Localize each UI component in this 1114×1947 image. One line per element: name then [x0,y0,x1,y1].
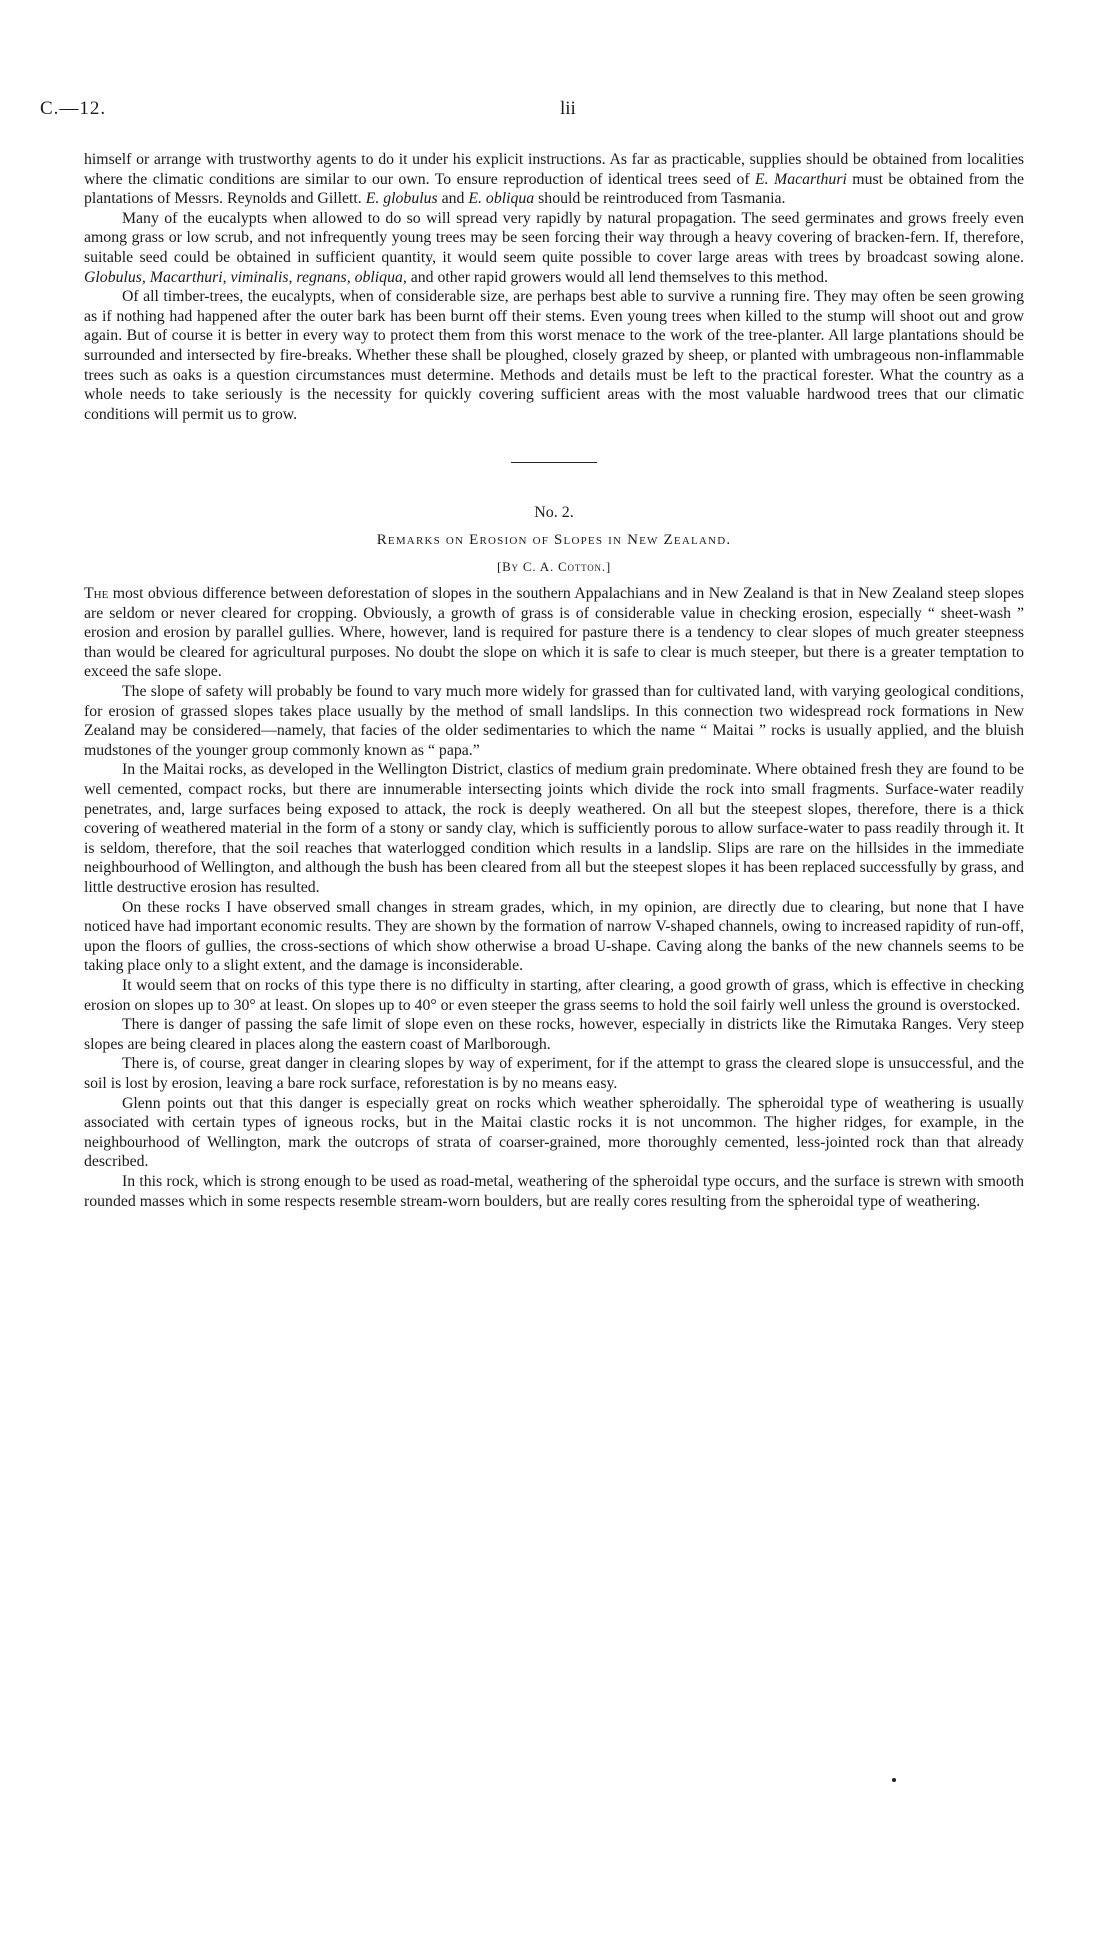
section-number: No. 2. [534,504,574,522]
paragraph: In the Maitai rocks, as developed in the Wellington District, clastics of medium grain predominate. Where obtained fresh they are found to be well cemented, compact rocks, but there are innumerable intersecting joints which divide the rock into small fragments. Surface-water readily penetrates, and, large surfaces being exposed to attack, the rock is deeply weathered. On all but the steepest slopes, therefore, there is a thick covering of weathered material in the form of a stony or sandy clay, which is sufficiently porous to allow surface-water to pass readily through it. It is seldom, therefore, that the soil reaches that waterlogged condition which results in a landslip. Slips are rare on the hillsides in the immediate neighbourhood of Wellington, and although the bush has been cleared from all but the steepest slopes it has been replaced successfully by grass, and little destructive erosion has resulted. [84,761,1024,896]
italic-term: E. globulus [365,190,438,208]
section-text [84,584,1024,1211]
page-header [40,98,1020,128]
document-id: C.—12. [40,98,107,119]
paragraph-text: most obvious difference between deforestation of slopes in the southern Appalachians and in New Zealand is that in New Zealand steep slopes are seldom or never cleared for cropping. Obviously, a growth of grass is of considerable value in checking erosion, especially “ sheet-wash ” erosion and erosion by parallel gullies. Where, however, land is required for pasture there is a tendency to clear slopes of much greater steepness than would be cleared for agricultural purposes. No doubt the slope on which it is safe to clear is much steeper, but there is a greater temptation to exceed the safe slope. [84,585,1024,681]
paragraph: Many of the eucalypts when allowed to do so will spread very rapidly by natural propagation. The seed germinates and grows freely even among grass or low scrub, and not infrequently young trees may be seen forcing their way through a heavy covering of bracken-fern. If, therefore, suitable seed could be obtained in sufficient quantity, it would seem quite possible to cover large areas with trees by broadcast sowing alone. Globulus, Macarthuri, viminalis, regnans, obliqua, and other rapid growers would all lend themselves to this method. [84,209,1024,286]
section-author: [By C. A. Cotton.] [496,558,612,574]
page-number: lii [560,98,576,119]
paragraph: On these rocks I have observed small changes in stream grades, which, in my opinion, are directly due to clearing, but none that I have noticed have had important economic results. They are shown by the formation of narrow V-shaped channels, owing to increased rapidity of run-off, upon the floors of gullies, the cross-sections of which show otherwise a broad U-shape. Caving along the banks of the new channels seems to be taking place only to a slight extent, and the damage is inconsiderable. [84,898,1024,975]
paragraph: The slope of safety will probably be found to vary much more widely for grassed than for cultivated land, with varying geological conditions, for erosion of grassed slopes takes place usually by the method of small landslips. In this connection two widespread rock formations in New Zealand may be considered—namely, that facies of the older sedimentaries to which the name “ Maitai ” rocks is usually applied, and the bluish mudstones of the younger group commonly known as “ papa.” [84,683,1024,759]
paragraph: There is, of course, great danger in clearing slopes by way of experiment, for if the attempt to grass the cleared slope is unsuccessful, and the soil is lost by erosion, leaving a bare rock surface, reforestation is by no means easy. [84,1055,1024,1092]
intro-text [84,150,1024,424]
italic-term: E. obliqua [468,190,535,208]
section-title: Remarks on Erosion of Slopes in New Zealand. [376,531,732,548]
paragraph [84,584,1024,682]
italic-term: Globulus, Macarthuri, viminalis, regnans, obliqua, [84,268,407,286]
paragraph: Glenn points out that this danger is especially great on rocks which weather spheroidally. The spheroidal type of weathering is usually associated with certain types of igneous rocks, but in the Maitai clastic rocks it is not uncommon. The higher ridges, for example, in the neighbourhood of Wellington, mark the outcrops of strata of coarser-grained, more thoroughly cemented, less-jointed rock than that already described. [84,1094,1024,1171]
italic-term: E. Macarthuri [755,170,847,188]
paragraph: In this rock, which is strong enough to be used as road-metal, weathering of the spheroidal type occurs, and the surface is strewn with smooth rounded masses which in some respects resemble stream-worn boulders, but are really cores resulting from the spheroidal type of weathering. [84,1172,1024,1210]
paragraph: It would seem that on rocks of this type there is no difficulty in starting, after clearing, a good growth of grass, which is effective in checking erosion on slopes up to 30° at least. On slopes up to 40° or even steeper the grass seems to hold the soil fairly well unless the ground is overstocked. [84,976,1024,1014]
paragraph: Of all timber-trees, the eucalypts, when of considerable size, are perhaps best able to survive a running fire. They may often be seen growing as if nothing had happened after the outer bark has been burnt off their stems. Even young trees when killed to the stump will shoot out and grow again. But of course it is better in every way to protect them from this worst menace to the work of the tree-planter. All large plantations should be surrounded and intersected by fire-breaks. Whether these shall be ploughed, closely grazed by sheep, or planted with umbrageous non-inflammable trees such as oaks is a question circumstances must determine. Methods and details must be left to the practical forester. What the country as a whole needs to take seriously is the necessity for quickly covering sufficient areas with the most valuable hardwood trees that our climatic conditions will permit us to grow. [84,288,1024,423]
paragraph: himself or arrange with trustworthy agents to do it under his explicit instructions. As far as practicable, supplies should be obtained from localities where the climatic conditions are similar to our own. To ensure reproduction of identical trees seed of E. Macarthuri must be obtained from the plantations of Messrs. Reynolds and Gillett. E. globulus and E. obliqua should be reintroduced from Tasmania. [84,151,1024,208]
section-divider [511,462,597,463]
paragraph: There is danger of passing the safe limit of slope even on these rocks, however, especially in districts like the Rimutaka Ranges. Very steep slopes are being cleared in places along the eastern coast of Marlborough. [84,1016,1024,1053]
page-body [84,150,1024,1211]
lead-word: The [84,585,109,603]
ink-dot [892,1778,896,1782]
